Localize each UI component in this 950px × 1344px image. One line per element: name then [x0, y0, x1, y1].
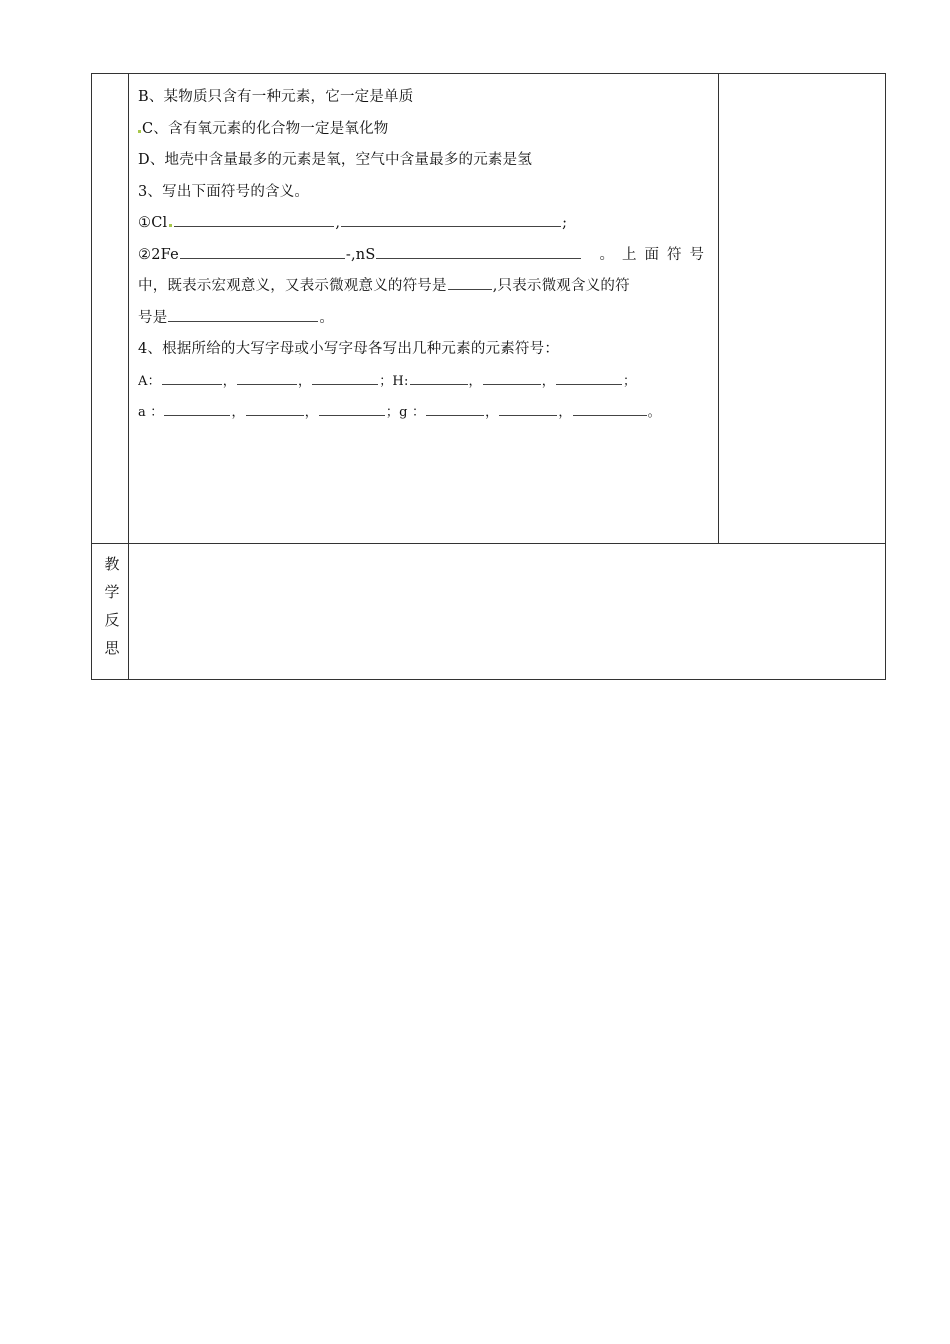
reflection-char: 思: [104, 639, 120, 657]
answer-blank-la-1[interactable]: [164, 397, 230, 416]
answer-blank-a-3[interactable]: [312, 366, 378, 385]
answer-blank-cl-2[interactable]: [341, 208, 561, 227]
answer-blank-a-1[interactable]: [162, 366, 222, 385]
answer-blank-h-1[interactable]: [410, 366, 468, 385]
question-3-item-1: ①Cl , ;: [138, 208, 712, 240]
option-d: D、地壳中含量最多的元素是氧，空气中含量最多的元素是氢: [138, 152, 533, 168]
option-c: C、含有氧元素的化合物一定是氧化物: [138, 114, 712, 146]
question-3-line-2: 中，既表示宏观意义，又表示微观意义的符号是 ,只表示微观含义的符: [138, 271, 712, 303]
question-3-item-2: ②2Fe -,nS 。上面符号: [138, 240, 712, 272]
reflection-char: 反: [104, 611, 120, 629]
answer-blank-lg-1[interactable]: [426, 397, 484, 416]
reflection-char: 学: [104, 583, 120, 601]
answer-blank-micro-only[interactable]: [168, 303, 318, 322]
question-4-title: 4、根据所给的大写字母或小写字母各写出几种元素的元素符号：: [138, 341, 560, 357]
answer-blank-cl-1[interactable]: [174, 208, 334, 227]
answer-blank-ns[interactable]: [376, 240, 581, 259]
answer-blank-fe[interactable]: [180, 240, 345, 259]
exercise-content: [138, 82, 712, 429]
reflection-char: 教: [104, 555, 120, 573]
option-b: B、某物质只含有一种元素，它一定是单质: [138, 89, 414, 105]
reflection-area[interactable]: [129, 544, 885, 679]
answer-blank-lg-3[interactable]: [573, 397, 647, 416]
answer-blank-macro-micro[interactable]: [448, 271, 492, 290]
teaching-reflection-label: [98, 550, 126, 662]
answer-blank-lg-2[interactable]: [499, 397, 557, 416]
table-right-border: [885, 73, 886, 680]
table-bottom-border: [91, 679, 886, 680]
answer-blank-la-2[interactable]: [246, 397, 304, 416]
tick-mark: [138, 130, 141, 133]
answer-blank-a-2[interactable]: [237, 366, 297, 385]
tick-mark: [169, 224, 172, 227]
answer-blank-la-3[interactable]: [319, 397, 385, 416]
question-3-title: 3、写出下面符号的含义。: [138, 183, 310, 200]
question-3-line-3: 号是 。: [138, 303, 712, 335]
table-left-border: [91, 73, 92, 680]
answer-blank-h-3[interactable]: [556, 366, 622, 385]
question-4-uppercase: A： ， ， ；H: ， ， ；: [138, 366, 712, 398]
answer-blank-h-2[interactable]: [483, 366, 541, 385]
question-4-lowercase: a ： ， ， ；g ： ， ， 。: [138, 397, 712, 429]
notes-column[interactable]: [719, 74, 885, 543]
